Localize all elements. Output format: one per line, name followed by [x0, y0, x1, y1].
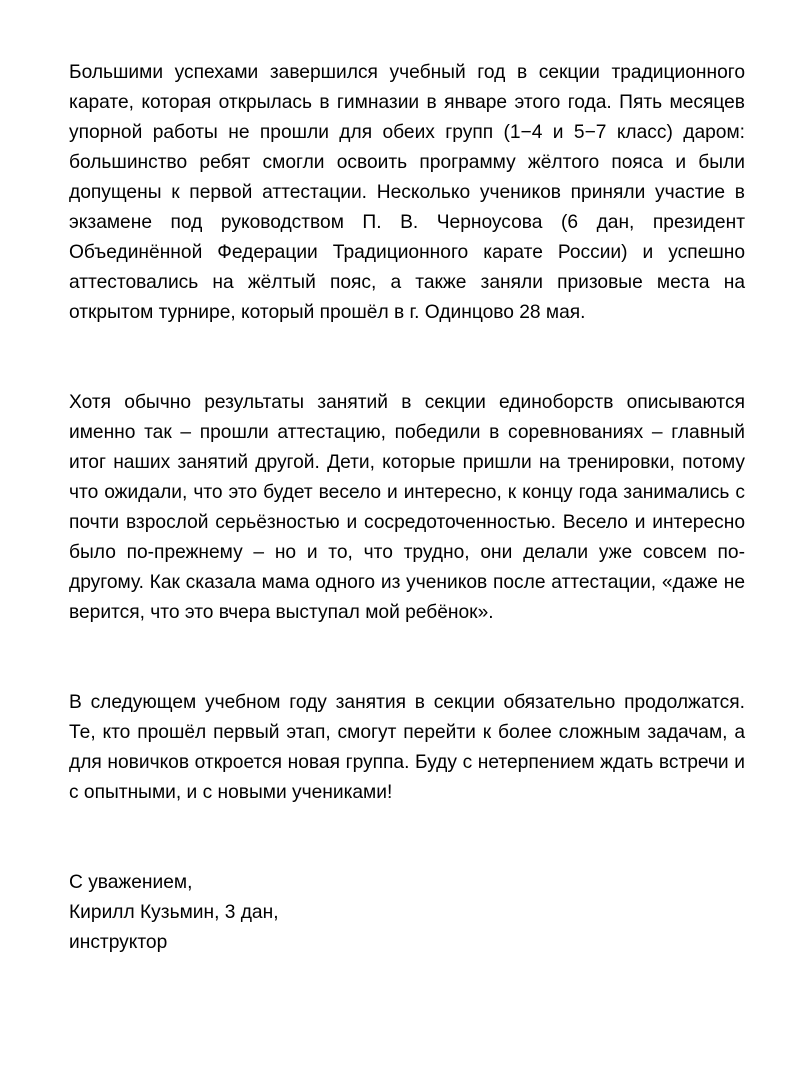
letter-body — [69, 58, 745, 958]
paragraph-next-year: В следующем учебном году занятия в секции обязательно продолжатся. Те, кто прошёл первый этап, смогут перейти к более сложным задачам, а для новичков откроется новая группа. Буду с нетерпением ждать встречи и с опытными, и с новыми учениками! — [69, 692, 745, 803]
signature-block — [69, 868, 745, 958]
paragraph-main-outcome: Хотя обычно результаты занятий в секции единоборств описываются именно так – прошли аттестацию, победили в соревнованиях – главный итог наших занятий другой. Дети, которые пришли на тренировки, потому что ожидали, что это будет весело и интересно, к концу года занимались с почти взрослой серьёзностью и сосредоточенностью. Весело и интересно было по-прежнему – но и то, что трудно, они делали уже совсем по-другому. Как сказала мама одного из учеников после аттестации, «даже не верится, что это вчера выступал мой ребёнок». — [69, 392, 745, 623]
signature-role: инструктор — [69, 932, 168, 953]
signature-name: Кирилл Кузьмин, 3 дан, — [69, 902, 279, 923]
paragraph-season-results: Большими успехами завершился учебный год в секции традиционного карате, которая открылась в гимназии в январе этого года. Пять месяцев упорной работы не прошли для обеих групп (1−4 и 5−7 класс) даром: большинство ребят смогли освоить программу жёлтого пояса и были допущены к первой аттестации. Несколько учеников приняли участие в экзамене под руководством П. В. Черноусова (6 дан, президент Объединённой Федерации Традиционного карате России) и успешно аттестовались на жёлтый пояс, а также заняли призовые места на открытом турнире, который прошёл в г. Одинцово 28 мая. — [69, 62, 745, 323]
signature-closing: С уважением, — [69, 872, 193, 893]
